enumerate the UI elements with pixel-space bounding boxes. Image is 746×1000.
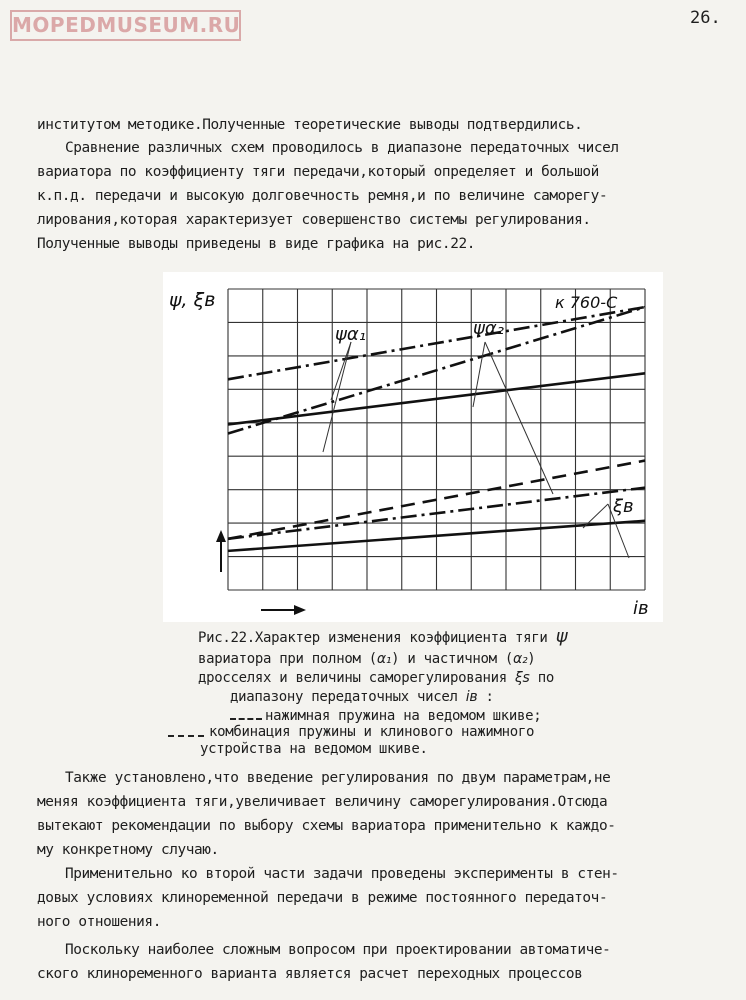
leader-line — [473, 342, 485, 407]
text-line: лирования,которая характеризует совершенство системы регулирования. — [37, 212, 591, 228]
text-line: Поскольку наиболее сложным вопросом при проектировании автоматиче- — [65, 942, 611, 958]
x-axis-label: iв — [633, 598, 649, 619]
caption-text: ) — [527, 651, 536, 667]
caption-text: дросселях и величины саморегулирования — [198, 670, 507, 686]
curve-label-xi: ξв — [613, 496, 634, 517]
text-line: вариатора по коэффициенту тяги передачи,который определяет и большой — [37, 164, 599, 180]
caption-line-3 — [198, 670, 554, 686]
figure-22 — [163, 272, 663, 622]
watermark-logo: MOPEDMUSEUM.RU — [10, 10, 241, 41]
caption-text: диапазону передаточных чисел — [230, 689, 458, 705]
legend-dashed-line — [230, 718, 262, 720]
text-line: Полученные выводы приведены в виде графика на рис.22. — [37, 236, 475, 252]
up-arrow-head — [216, 530, 226, 542]
legend-dashed-text: нажимная пружина на ведомом шкиве; — [265, 708, 542, 724]
text-line: Применительно ко второй части задачи проведены эксперименты в стен- — [65, 866, 619, 882]
ib-symbol: iв — [465, 689, 478, 705]
text-line: вытекают рекомендации по выбору схемы вариатора применительно к каждо- — [37, 818, 616, 834]
page-number: 26. — [690, 8, 721, 28]
caption-line-2 — [198, 651, 535, 667]
caption-text: вариатора при полном ( — [198, 651, 377, 667]
text-line: к.п.д. передачи и высокую долговечность ремня,и по величине саморегу- — [37, 188, 608, 204]
caption-line-4 — [230, 689, 494, 705]
text-line: Сравнение различных схем проводилось в диапазоне передаточных чисел — [65, 140, 619, 156]
curve-label-psi-a1: ψα₁ — [335, 324, 366, 345]
y-axis-label: ψ, ξв — [169, 289, 216, 311]
caption-text: Рис.22.Характер изменения коэффициента тяги — [198, 630, 548, 646]
legend-dashdot-line — [168, 735, 204, 737]
text-line: институтом методике.Полученные теоретические выводы подтвердились. — [37, 117, 583, 133]
text-line: ского клиноременного варианта является расчет переходных процессов — [37, 966, 583, 982]
text-line: Также установлено,что введение регулирования по двум параметрам,не — [65, 770, 611, 786]
caption-text: ) и частичном ( — [391, 651, 514, 667]
alpha2-symbol: α₂ — [513, 651, 528, 667]
leader-line — [331, 342, 351, 400]
alpha1-symbol: α₁ — [376, 651, 392, 667]
text-line: ного отношения. — [37, 914, 161, 930]
xi-symbol: ξs — [515, 670, 530, 686]
chart — [163, 272, 663, 622]
corner-annotation: к 760-С — [555, 293, 618, 312]
legend-dashdot-text: комбинация пружины и клинового нажимного — [209, 724, 535, 740]
caption-text: по — [537, 670, 554, 686]
text-line: му конкретному случаю. — [37, 842, 219, 858]
leader-line — [485, 342, 553, 494]
text-line: меняя коэффициента тяги,увеличивает величину саморегулирования.Отсюда — [37, 794, 608, 810]
text-line: довых условиях клиноременной передачи в режиме постоянного передаточ- — [37, 890, 608, 906]
caption-line-1 — [198, 626, 567, 647]
caption-text: : — [485, 689, 494, 705]
curve-label-psi-a2: ψα₂ — [473, 318, 504, 339]
right-arrow-head — [294, 605, 306, 615]
psi-symbol: ψ — [555, 626, 568, 647]
legend-dashdot-text-cont: устройства на ведомом шкиве. — [200, 741, 428, 757]
